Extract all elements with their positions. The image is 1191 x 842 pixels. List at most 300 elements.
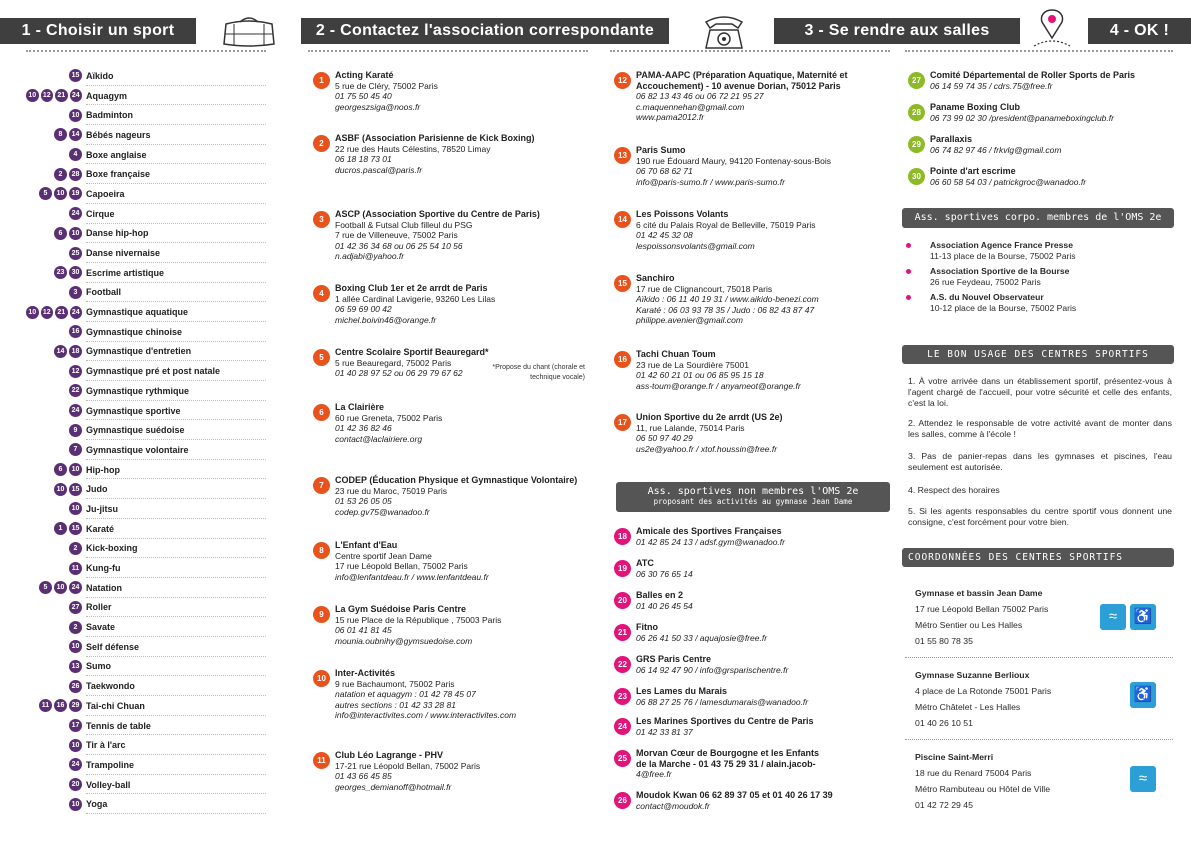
sport-badges (26, 660, 82, 673)
association-number-badge: 7 (313, 477, 330, 494)
sport-badges (26, 306, 82, 319)
association-line: Centre Scolaire Sportif Beauregard* (335, 347, 489, 357)
association-line: codep.gv75@wanadoo.fr (335, 506, 430, 517)
association-details (636, 622, 901, 643)
association-line: Tachi Chuan Toum (636, 349, 716, 359)
sport-badge: 24 (70, 89, 83, 102)
sport-row[interactable] (26, 125, 266, 145)
sport-badge: 5 (39, 581, 52, 594)
association-number-badge: 12 (614, 72, 631, 89)
association-number-badge: 11 (313, 752, 330, 769)
sport-badges (26, 739, 82, 752)
corpo-entry (930, 292, 1191, 313)
header-step-3: 3 - Se rendre aux salles (774, 18, 1020, 44)
association-line: lespoissonsvolants@gmail.com (636, 240, 755, 251)
association-number-badge: 2 (313, 135, 330, 152)
association-line: info@interactivites.com / www.interactivites.com (335, 710, 517, 720)
association-details (335, 604, 600, 646)
association-line: 06 88 27 25 76 / lamesdumarais@wanadoo.fr (636, 696, 809, 707)
sport-badges (26, 443, 82, 456)
sport-row[interactable] (26, 302, 266, 322)
sport-badges (26, 778, 82, 791)
association-line: 01 42 85 24 13 / adsf.gym@wanadoo.fr (636, 536, 785, 547)
association-line: Acting Karaté (335, 70, 394, 80)
association-details (335, 668, 600, 721)
association-details (636, 790, 901, 811)
association-line: 60 rue Greneta, 75002 Paris (335, 412, 443, 423)
association-line: 06 18 18 73 01 (335, 154, 392, 164)
sport-name: Gymnastique pré et post natale (86, 366, 221, 377)
sport-badges (26, 483, 82, 496)
sport-name: Capoeira (86, 188, 125, 199)
sport-name: Gymnastique rythmique (86, 385, 190, 396)
association-number-badge: 23 (614, 688, 631, 705)
beauregard-note: *Propose du chant (chorale et technique vocale) (492, 364, 585, 381)
sport-badge: 24 (69, 207, 82, 220)
association-line: 01 42 60 21 01 ou 06 85 95 15 18 (636, 370, 764, 380)
centre-tel: 01 40 26 10 51 (915, 718, 973, 728)
association-line: 01 40 26 45 54 (636, 600, 693, 611)
sport-name: Gymnastique volontaire (86, 444, 189, 455)
sport-name: Escrime artistique (86, 267, 165, 278)
association-line: 22 rue des Hauts Célestins, 78520 Limay (335, 143, 491, 154)
association-line: Sanchiro (636, 273, 675, 283)
usage-rule: 4. Respect des horaires (908, 485, 1000, 495)
sport-row[interactable] (26, 381, 266, 401)
association-number-badge: 4 (313, 285, 330, 302)
sport-badge: 11 (69, 562, 82, 575)
sport-badges (26, 286, 82, 299)
association-line: n.adjabi@yahoo.fr (335, 251, 405, 261)
centre-tel: 01 42 72 29 45 (915, 800, 973, 810)
sport-badges (26, 581, 82, 594)
sport-row[interactable] (26, 696, 266, 716)
centre-metro: Métro Châtelet - Les Halles (915, 702, 1021, 712)
association-line: 23 rue de La Sourdière 75001 (636, 359, 749, 370)
sport-badge: 10 (69, 502, 82, 515)
association-line: 01 53 26 05 05 (335, 496, 392, 506)
association-line: info@paris-sumo.fr / www.paris-sumo.fr (636, 176, 785, 187)
association-line: La Gym Suédoise Paris Centre (335, 604, 467, 614)
centre-name: Gymnase Suzanne Berlioux (915, 670, 1030, 680)
corpo-banner: Ass. sportives corpo. membres de l'OMS 2e (902, 208, 1174, 228)
sport-badge: 10 (54, 187, 67, 200)
sport-badge: 1 (54, 522, 67, 535)
sport-badge: 22 (69, 384, 82, 397)
sport-row[interactable] (26, 755, 266, 775)
association-details (636, 273, 901, 326)
association-line: 06 26 41 50 33 / aquajosie@free.fr (636, 632, 768, 643)
corpo-entry (930, 240, 1191, 261)
association-line: Balles en 2 (636, 590, 684, 600)
centre-entry (915, 667, 1051, 731)
association-line: 01 75 50 45 40 (335, 91, 392, 101)
wheelchair-icon: ♿ (1130, 682, 1156, 708)
centre-entry (915, 749, 1050, 813)
association-line: Centre sportif Jean Dame (335, 550, 432, 561)
association-details (636, 526, 901, 547)
association-line: 6 cité du Palais Royal de Belleville, 75019 Paris (636, 219, 816, 230)
sport-row[interactable] (26, 617, 266, 637)
sport-name: Boxe anglaise (86, 149, 147, 160)
association-line: www.pama2012.fr (636, 112, 705, 122)
association-number-badge: 15 (614, 275, 631, 292)
sport-badge: 12 (41, 89, 54, 102)
association-line: 06 30 76 65 14 (636, 568, 693, 579)
association-line: Les Poissons Volants (636, 209, 729, 219)
association-line: PAMA-AAPC (Préparation Aquatique, Maternité et Accouchement) - 10 avenue Dorian, 75012 Paris (636, 70, 848, 91)
sport-badge: 16 (69, 325, 82, 338)
sport-badge: 10 (69, 227, 82, 240)
association-line: 01 42 45 32 08 (636, 230, 693, 240)
sport-badges (26, 325, 82, 338)
sport-badges (26, 266, 82, 279)
association-line: autres sections : 01 42 33 28 81 (335, 699, 456, 710)
sport-badges (26, 621, 82, 634)
header-step-2: 2 - Contactez l'association correspondante (301, 18, 669, 44)
sport-row[interactable] (26, 676, 266, 696)
sport-row[interactable] (26, 539, 266, 559)
sport-badge: 26 (69, 680, 82, 693)
sport-badges (26, 798, 82, 811)
sport-row[interactable] (26, 735, 266, 755)
association-line: 17 rue de Clignancourt, 75018 Paris (636, 283, 773, 294)
sport-row[interactable] (26, 657, 266, 677)
sport-row[interactable] (26, 598, 266, 618)
association-line: 06 50 97 40 29 (636, 433, 693, 443)
sport-row[interactable] (26, 361, 266, 381)
sport-badge: 15 (69, 69, 82, 82)
sport-badge: 10 (54, 581, 67, 594)
sport-badge: 11 (39, 699, 52, 712)
corpo-address: 11-13 place de la Bourse, 75002 Paris (930, 250, 1076, 261)
association-details (335, 402, 600, 444)
sport-badge: 10 (69, 798, 82, 811)
sport-badge: 20 (69, 778, 82, 791)
corpo-address: 26 rue Feydeau, 75002 Paris (930, 276, 1041, 287)
sport-row[interactable] (26, 401, 266, 421)
sport-badges (26, 227, 82, 240)
association-line: info@lenfantdeau.fr / www.lenfantdeau.fr (335, 571, 489, 582)
centre-entry (915, 585, 1048, 649)
non-members-subtitle: proposant des activités au gymnase Jean Dame (653, 497, 853, 506)
sport-name: Trampoline (86, 759, 135, 770)
sport-row[interactable] (26, 460, 266, 480)
sport-row[interactable] (26, 637, 266, 657)
association-details (335, 540, 600, 582)
association-line: Fitno (636, 622, 658, 632)
corpo-address: 10-12 place de la Bourse, 75002 Paris (930, 302, 1077, 313)
sport-badge: 7 (69, 443, 82, 456)
sport-badge: 9 (69, 424, 82, 437)
association-line: La Clairière (335, 402, 385, 412)
association-details (335, 750, 600, 792)
association-details (636, 654, 901, 675)
association-line: natation et aquagym : 01 42 78 45 07 (335, 689, 476, 699)
association-line: ass-toum@orange.fr / anyameot@orange.fr (636, 380, 801, 391)
association-details (930, 166, 1191, 187)
bullet-icon (906, 295, 915, 300)
sport-badge: 24 (69, 758, 82, 771)
association-line: Club Léo Lagrange - PHV (335, 750, 444, 760)
sport-badge: 14 (54, 345, 67, 358)
sport-badge: 21 (55, 306, 68, 319)
association-line: Morvan Cœur de Bourgogne et les Enfants (636, 748, 820, 758)
association-line: 06 82 13 43 46 ou 06 72 21 95 27 (636, 91, 764, 101)
sport-badges (26, 207, 82, 220)
sport-badges (26, 562, 82, 575)
association-line: Les Lames du Marais (636, 686, 728, 696)
association-line: 01 40 28 97 52 ou 06 29 79 67 62 (335, 368, 463, 378)
sport-name: Gymnastique chinoise (86, 326, 183, 337)
swimming-icon: ≈ (1100, 604, 1126, 630)
sport-badge: 23 (54, 266, 67, 279)
sport-badge: 10 (26, 306, 39, 319)
association-details (335, 70, 600, 112)
sport-badge: 12 (69, 365, 82, 378)
divider (610, 50, 890, 52)
sport-badge: 16 (54, 699, 67, 712)
sport-row[interactable] (26, 105, 266, 125)
association-number-badge: 29 (908, 136, 925, 153)
sport-badge: 10 (69, 109, 82, 122)
sport-row[interactable] (26, 66, 266, 86)
sport-name: Taekwondo (86, 681, 135, 692)
sport-badge: 13 (69, 660, 82, 673)
sport-badges (26, 522, 82, 535)
sport-name: Self défense (86, 641, 140, 652)
association-number-badge: 6 (313, 404, 330, 421)
association-line: ATC (636, 558, 654, 568)
sport-row[interactable] (26, 243, 266, 263)
association-line: 190 rue Édouard Maury, 94120 Fontenay-sous-Bois (636, 155, 831, 166)
association-details (636, 412, 901, 454)
sport-badges (26, 168, 82, 181)
sport-badge: 6 (54, 227, 67, 240)
association-details (930, 102, 1191, 123)
sport-badges (26, 463, 82, 476)
usage-rule: 1. À votre arrivée dans un établissement sportif, présentez-vous à l'agent chargé de l'accueil, pour votre sécurité et celle des enfants, c'est la loi. (908, 376, 1172, 408)
association-number-badge: 10 (313, 670, 330, 687)
association-line: 06 14 92 47 90 / info@grsparischentre.fr (636, 664, 789, 675)
sport-row[interactable] (26, 420, 266, 440)
association-number-badge: 9 (313, 606, 330, 623)
sport-badges (26, 187, 82, 200)
corpo-entry (930, 266, 1191, 287)
sport-row[interactable] (26, 716, 266, 736)
association-line: philippe.avenier@gmail.com (636, 315, 743, 325)
sport-row[interactable] (26, 794, 266, 814)
association-number-badge: 5 (313, 349, 330, 366)
association-line: Pointe d'art escrime (930, 166, 1016, 176)
corpo-name: Association Agence France Presse (930, 240, 1073, 250)
sports-list (26, 66, 266, 814)
association-line: 06 14 59 74 35 / cdrs.75@free.fr (930, 80, 1053, 91)
sport-badge: 24 (70, 306, 83, 319)
corpo-name: Association Sportive de la Bourse (930, 266, 1070, 276)
sport-name: Gymnastique suédoise (86, 425, 185, 436)
association-line: Aïkido : 06 11 40 19 31 / www.aikido-benezi.com (636, 294, 819, 304)
centre-addr: 18 rue du Renard 75004 Paris (915, 768, 1032, 778)
association-number-badge: 14 (614, 211, 631, 228)
association-line: us2e@yahoo.fr / xtof.houssin@free.fr (636, 443, 778, 454)
sport-row[interactable] (26, 224, 266, 244)
association-details (636, 716, 901, 737)
header-step-1: 1 - Choisir un sport (0, 18, 196, 44)
header-step-4: 4 - OK ! (1088, 18, 1191, 44)
association-line: Les Marines Sportives du Centre de Paris (636, 716, 814, 726)
sport-row[interactable] (26, 184, 266, 204)
sport-name: Danse hip-hop (86, 228, 149, 239)
sport-row[interactable] (26, 145, 266, 165)
association-line: Parallaxis (930, 134, 973, 144)
association-line: georges_demianoff@hotmail.fr (335, 781, 452, 792)
sport-row[interactable] (26, 479, 266, 499)
sport-name: Yoga (86, 799, 108, 810)
association-number-badge: 19 (614, 560, 631, 577)
sport-row[interactable] (26, 342, 266, 362)
sport-row[interactable] (26, 263, 266, 283)
divider (308, 50, 588, 52)
sport-badge: 6 (54, 463, 67, 476)
association-line: 06 74 82 97 46 / frkvlg@gmail.com (930, 144, 1062, 155)
association-line: de la Marche - 01 43 75 29 31 / alain.jacob- (636, 758, 816, 769)
centre-metro: Métro Sentier ou Les Halles (915, 620, 1023, 630)
corpo-name: A.S. du Nouvel Observateur (930, 292, 1044, 302)
sport-badges (26, 640, 82, 653)
sport-row[interactable] (26, 578, 266, 598)
sport-badge: 21 (55, 89, 68, 102)
association-line: 5 rue Beauregard, 75002 Paris (335, 357, 452, 368)
sport-badges (26, 542, 82, 555)
sport-badge: 5 (39, 187, 52, 200)
centre-addr: 17 rue Léopold Bellan 75002 Paris (915, 604, 1049, 614)
association-number-badge: 26 (614, 792, 631, 809)
association-line: 01 42 36 34 68 ou 06 25 54 10 56 (335, 240, 463, 251)
sport-badges (26, 502, 82, 515)
sport-name: Gymnastique d'entretien (86, 346, 192, 357)
sport-badge: 10 (69, 463, 82, 476)
association-line: c.maquennehan@gmail.com (636, 101, 745, 112)
association-line: 4@free.fr (636, 769, 672, 779)
sport-badges (26, 384, 82, 397)
centre-metro: Métro Rambuteau ou Hôtel de Ville (915, 784, 1051, 794)
association-details (636, 686, 901, 707)
association-number-badge: 22 (614, 656, 631, 673)
sport-name: Roller (86, 602, 112, 613)
sport-name: Tennis de table (86, 720, 151, 731)
association-line: Amicale des Sportives Françaises (636, 526, 782, 536)
association-line: 06 60 58 54 03 / patrickgroc@wanadoo.fr (930, 176, 1087, 187)
association-number-badge: 3 (313, 211, 330, 228)
sport-row[interactable] (26, 775, 266, 795)
bullet-icon (906, 269, 915, 274)
sport-name: Football (86, 287, 121, 298)
association-number-badge: 25 (614, 750, 631, 767)
association-line: 06 73 99 02 30 /president@panameboxingclub.fr (930, 112, 1114, 123)
swimming-icon: ≈ (1130, 766, 1156, 792)
association-line: 06 01 41 81 45 (335, 625, 392, 635)
association-line: 01 42 33 81 37 (636, 726, 693, 737)
sport-row[interactable] (26, 499, 266, 519)
sport-name: Judo (86, 484, 108, 495)
sport-badges (26, 365, 82, 378)
divider (905, 739, 1173, 740)
sport-name: Bébés nageurs (86, 129, 151, 140)
sport-row[interactable] (26, 164, 266, 184)
sport-badge: 3 (69, 286, 82, 299)
sport-badge: 19 (69, 187, 82, 200)
association-line: Boxing Club 1er et 2e arrdt de Paris (335, 283, 488, 293)
association-number-badge: 21 (614, 624, 631, 641)
sport-name: Gymnastique sportive (86, 405, 181, 416)
divider (26, 50, 266, 52)
sport-row[interactable] (26, 440, 266, 460)
association-line: contact@moudok.fr (636, 800, 710, 811)
association-line: ASCP (Association Sportive du Centre de Paris) (335, 209, 540, 219)
sport-name: Natation (86, 582, 122, 593)
association-line: 5 rue de Cléry, 75002 Paris (335, 80, 438, 91)
association-number-badge: 18 (614, 528, 631, 545)
association-line: CODEP (Éducation Physique et Gymnastique Volontaire) (335, 475, 578, 485)
sport-name: Aquagym (86, 90, 128, 101)
association-number-badge: 27 (908, 72, 925, 89)
sport-row[interactable] (26, 204, 266, 224)
sport-name: Ju-jitsu (86, 503, 119, 514)
sport-badge: 27 (69, 601, 82, 614)
bullet-icon (906, 243, 915, 248)
association-details (636, 748, 901, 780)
sport-name: Gymnastique aquatique (86, 307, 189, 318)
association-line: ducros.pascal@paris.fr (335, 164, 423, 175)
association-line: Paris Sumo (636, 145, 686, 155)
association-line: 23 rue du Maroc, 75019 Paris (335, 485, 447, 496)
association-line: L'Enfant d'Eau (335, 540, 398, 550)
sport-badge: 2 (69, 542, 82, 555)
association-line: Comité Départemental de Roller Sports de Paris (930, 70, 1136, 80)
association-line: 15 rue Place de la République , 75003 Paris (335, 614, 502, 625)
association-line: 01 42 36 82 46 (335, 423, 392, 433)
sport-badges (26, 601, 82, 614)
sport-row[interactable] (26, 86, 266, 106)
association-line: 1 allée Cardinal Lavigerie, 93260 Les Lilas (335, 293, 496, 304)
association-line: Moudok Kwan 06 62 89 37 05 et 01 40 26 17 39 (636, 790, 833, 800)
sport-row[interactable] (26, 322, 266, 342)
sport-badges (26, 89, 82, 102)
sport-badges (26, 128, 82, 141)
association-line: GRS Paris Centre (636, 654, 712, 664)
sport-badge: 18 (69, 345, 82, 358)
sport-badge: 15 (69, 483, 82, 496)
sport-badge: 29 (69, 699, 82, 712)
association-line: Inter-Activités (335, 668, 396, 678)
sport-row[interactable] (26, 558, 266, 578)
association-line: Union Sportive du 2e arrdt (US 2e) (636, 412, 783, 422)
sport-row[interactable] (26, 283, 266, 303)
non-members-banner (616, 482, 890, 512)
association-line: mounia.oubnihy@gymsuedoise.com (335, 635, 473, 646)
sport-badges (26, 719, 82, 732)
sport-name: Hip-hop (86, 464, 120, 475)
sport-name: Badminton (86, 110, 133, 121)
map-pin-icon (1030, 6, 1074, 52)
association-details (335, 283, 600, 325)
association-line: Karaté : 06 03 93 78 35 / Judo : 06 82 43 87 47 (636, 304, 815, 315)
association-line: 06 70 68 62 71 (636, 166, 693, 176)
sport-name: Cirque (86, 208, 115, 219)
sport-row[interactable] (26, 519, 266, 539)
usage-banner: LE BON USAGE DES CENTRES SPORTIFS (902, 345, 1174, 364)
